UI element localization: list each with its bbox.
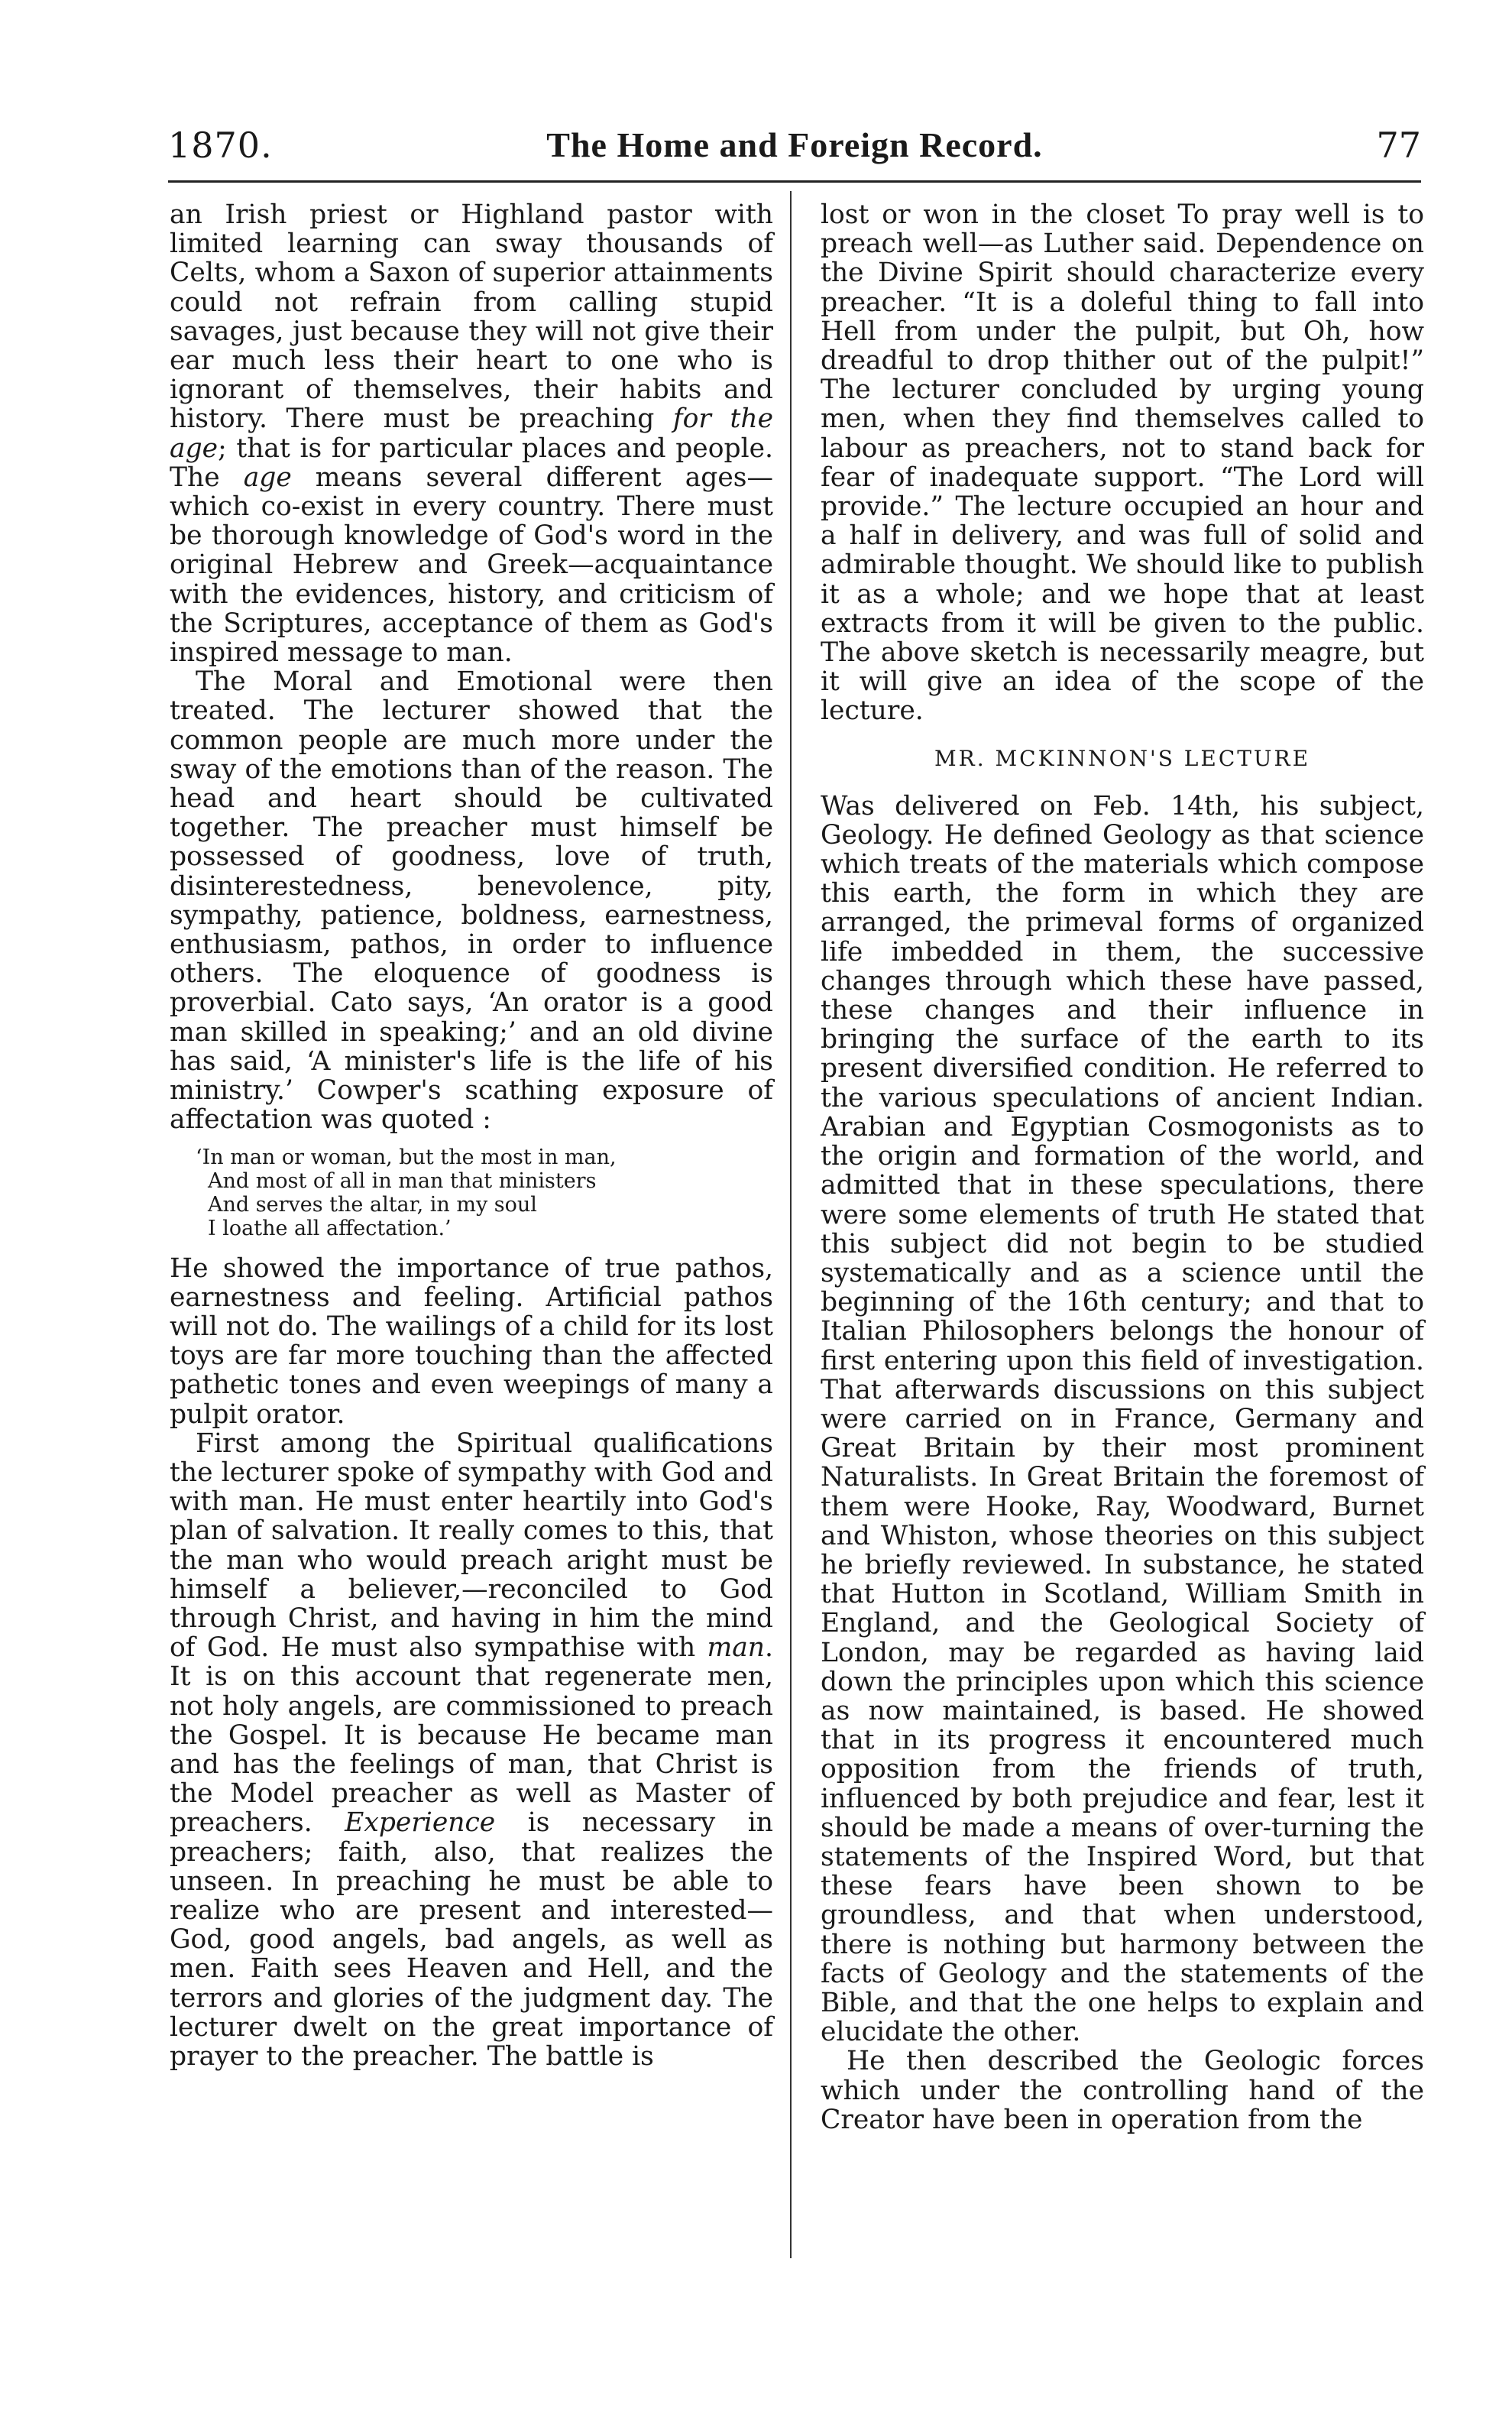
right-column <box>821 200 1424 2134</box>
right-paragraph-1: lost or won in the closet To pray well is to preach well—as Luther said. Dependence on the Divine Spirit should characterize every preacher. “It is a doleful thing to fall into Hell from under the pulpit, but Oh, how dreadful to drop thither out of the pulpit!” The lecturer concluded by urging young men, when they find themselves called to labour as preachers, not to stand back for fear of inadequate support. “The Lord will provide.” The lecture occupied an hour and a half in delivery, and was full of solid and admirable thought. We should like to publish it as a whole; and we hope that at least extracts from it will be given to the public. The above sketch is necessarily meagre, but it will give an idea of the scope of the lecture. <box>821 199 1424 727</box>
column-divider <box>790 191 792 2258</box>
left-p4-text-c: is necessary in preachers; faith, also, that realizes the unseen. In preaching he must be able to realize who are present and interested—God, good angels, bad angels, as well as men. Faith sees Heaven and Hell, and the terrors and glories of the judgment day. The lecturer dwelt on the great importance of prayer to the preacher. The battle is <box>170 1807 773 2072</box>
left-p1-emphasis-2: age <box>243 462 292 493</box>
left-paragraph-2: The Moral and Emotional were then treated. The lecturer showed that the common people are much more under the sway of the emotions than of the reason. The head and heart should be cultivated together. The preacher must himself be possessed of goodness, love of truth, disinterestedness, benevolence, pity, sympathy, patience, boldness, earnestness, enthusiasm, pathos, in order to influence others. The eloquence of goodness is proverbial. Cato says, ‘An orator is a good man skilled in speaking;’ and an old divine has said, ‘A minister's life is the life of his ministry.’ Cowper's scathing exposure of affectation was quoted : <box>170 666 773 1136</box>
header-year: 1870. <box>168 125 273 166</box>
page-number: 77 <box>1376 125 1421 166</box>
left-p4-emphasis-2: Experience <box>345 1807 496 1839</box>
left-p1-text-c: means several different ages—which co-exist in every country. There must be thorough knowledge of God's word in the original Hebrew and Greek—acquaintance with the evidences, history, and criticism of the Scriptures, acceptance of them as God's inspired message to man. <box>170 462 773 669</box>
left-p4-text: First among the Spiritual qualifications the lecturer spoke of sympathy with God and with man. He must enter heartily into God's plan of salvation. It really comes to this, that the man who would preach aright must be himself a believer,—reconciled to God through Christ, and having in him the mind of God. He must also sympathise with <box>170 1428 773 1664</box>
left-p1-text: an Irish priest or Highland pastor with limited learning can sway thousands of Celts, whom a Saxon of superior attainments could not refrain from calling stupid savages, just because they will not give their ear much less their heart to one who is ignorant of themselves, their habits and history. There must be preaching <box>170 199 773 435</box>
verse-line-4: I loathe all affectation.’ <box>208 1216 452 1240</box>
right-paragraph-3: He then described the Geologic forces which under the controlling hand of the Creator have been in operation from the <box>821 2046 1424 2135</box>
left-paragraph-1 <box>170 200 773 667</box>
left-p4-emphasis-1: man <box>707 1632 766 1664</box>
left-p1-emphasis-1: for the age <box>170 404 774 464</box>
verse-line-3: And serves the altar, in my soul <box>208 1192 537 1217</box>
header-title: The Home and Foreign Record. <box>546 125 1043 164</box>
running-header <box>168 115 1421 176</box>
section-heading: MR. MCKINNON'S LECTURE <box>934 745 1311 771</box>
left-p1-text-b: ; that is for particular places and people. The <box>170 433 773 493</box>
left-paragraph-4 <box>170 1429 773 2071</box>
header-rule <box>168 180 1421 183</box>
verse-line-1: ‘In man or woman, but the most in man, <box>196 1145 617 1169</box>
verse-quote <box>196 1146 773 1240</box>
left-column <box>170 200 773 2071</box>
left-paragraph-3: He showed the importance of true pathos, earnestness and feeling. Artificial pathos will not do. The wailings of a child for its lost toys are far more touching than the affected pathetic tones and even weepings of many a pulpit orator. <box>170 1253 773 1430</box>
left-p4-text-b: . It is on this account that regenerate men, not holy angels, are commissioned to preach the Gospel. It is because He became man and has the feelings of man, that Christ is the Model preacher as well as Master of preachers. <box>170 1632 773 1839</box>
right-paragraph-2: Was delivered on Feb. 14th, his subject, Geology. He defined Geology as that science which treats of the materials which compose this earth, the form in which they are arranged, the primeval forms of organized life imbedded in them, the successive changes through which these have passed, these changes and their influence in bringing the surface of the earth to its present diversified condition. He referred to the various speculations of ancient Indian. Arabian and Egyptian Cosmogonists as to the origin and formation of the world, and admitted that in these speculations, there were some elements of truth He stated that this subject did not begin to be studied systematically and as a science until the beginning of the 16th century; and that to Italian Philosophers belongs the honour of first entering upon this field of investigation. That afterwards discussions on this subject were carried on in France, Germany and Great Britain by their most prominent Naturalists. In Great Britain the foremost of them were Hooke, Ray, Woodward, Burnet and Whiston, whose theories on this subject he briefly reviewed. In substance, he stated that Hutton in Scotland, William Smith in England, and the Geological Society of London, may be regarded as having laid down the principles upon which this science as now maintained, is based. He showed that in its progress it encountered much opposition from the friends of truth, influenced by both prejudice and fear, lest it should be made a means of over-turning the statements of the Inspired Word, but that these fears have been shown to be groundless, and that when understood, there is nothing but harmony between the facts of Geology and the statements of the Bible, and that the one helps to explain and elucidate the other. <box>821 790 1424 2048</box>
verse-line-2: And most of all in man that ministers <box>208 1168 597 1193</box>
